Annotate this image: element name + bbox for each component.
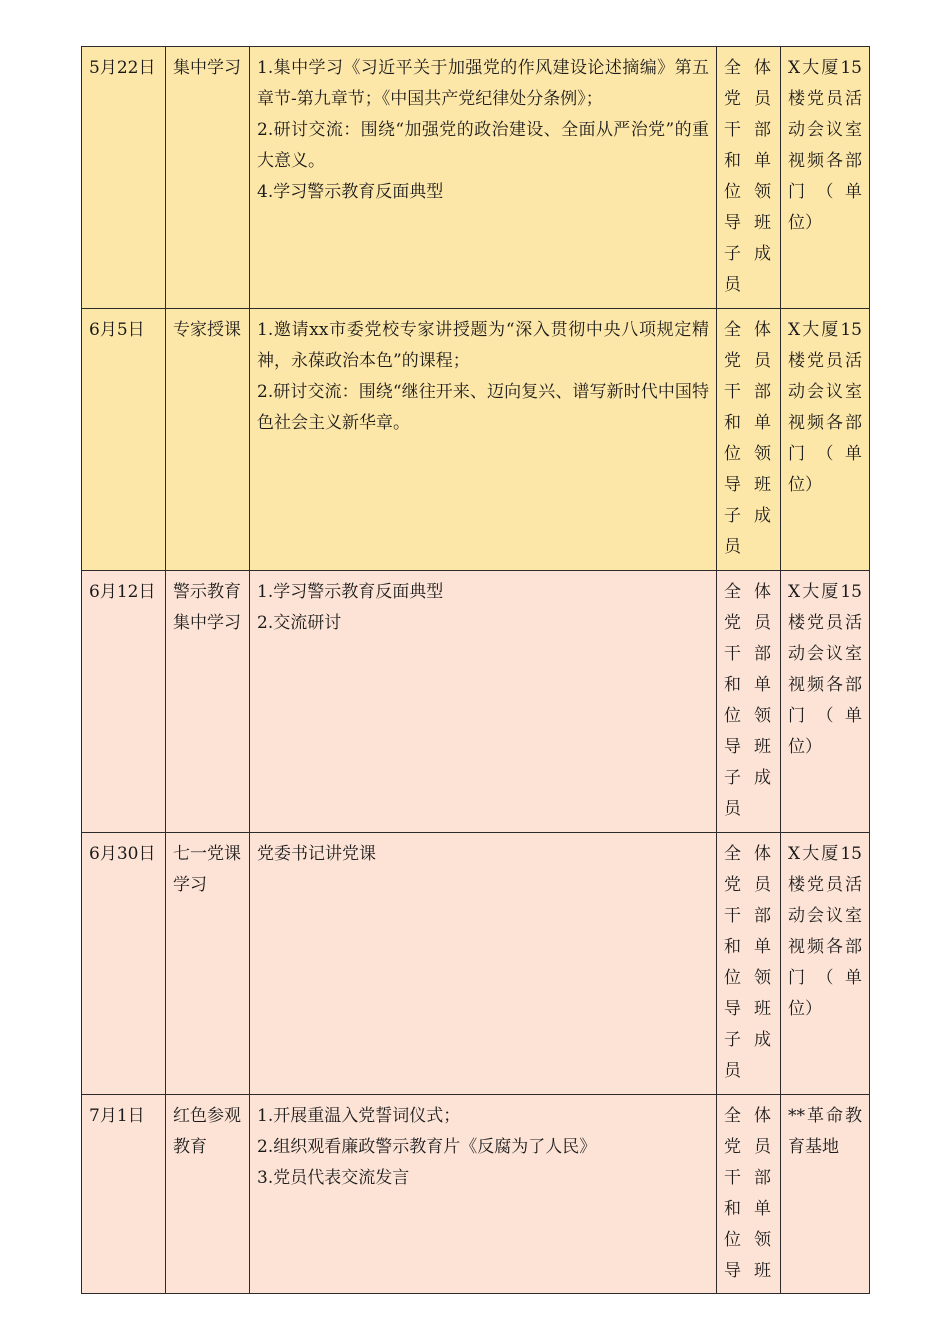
content-line: 2.研讨交流：围绕“继往开来、迈向复兴、谱写新时代中国特色社会主义新华章。: [257, 382, 709, 433]
location-cell: **革命教育基地: [781, 1095, 870, 1294]
date-cell: 6月5日: [82, 309, 166, 571]
date-cell: 7月1日: [82, 1095, 166, 1294]
location-cell: X大厦15楼党员活动会议室视频各部门（单位）: [781, 47, 870, 309]
table-row: [82, 571, 870, 833]
content-line: 3.党员代表交流发言: [257, 1168, 410, 1188]
participants-cell: 全体党员干部和单位领导班子成员: [717, 571, 781, 833]
activity-type-cell: 专家授课: [166, 309, 250, 571]
activity-type-cell: 红色参观教育: [166, 1095, 250, 1294]
content-line: 2.研讨交流：围绕“加强党的政治建设、全面从严治党”的重大意义。: [257, 120, 709, 171]
content-line: 4.学习警示教育反面典型: [257, 182, 444, 202]
content-cell: [250, 571, 717, 833]
content-line: 1.邀请xx市委党校专家讲授题为“深入贯彻中央八项规定精神，永葆政治本色”的课程；: [257, 320, 709, 371]
content-cell: [250, 833, 717, 1095]
table-row: [82, 833, 870, 1095]
participants-cell: 全体党员干部和单位领导班: [717, 1095, 781, 1294]
content-line: 2.交流研讨: [257, 613, 342, 633]
participants-cell: 全体党员干部和单位领导班子成员: [717, 309, 781, 571]
table-row: [82, 1095, 870, 1294]
participants-cell: 全体党员干部和单位领导班子成员: [717, 833, 781, 1095]
location-cell: X大厦15楼党员活动会议室视频各部门（单位）: [781, 833, 870, 1095]
content-cell: [250, 309, 717, 571]
participants-cell: 全体党员干部和单位领导班子成员: [717, 47, 781, 309]
content-cell: [250, 1095, 717, 1294]
content-line: 1.学习警示教育反面典型: [257, 582, 444, 602]
content-line: 1.开展重温入党誓词仪式；: [257, 1106, 461, 1126]
content-line: 1.集中学习《习近平关于加强党的作风建设论述摘编》第五章节-第九章节；《中国共产党纪律处分条例》；: [257, 58, 709, 109]
content-cell: [250, 47, 717, 309]
table-row: [82, 309, 870, 571]
date-cell: 6月12日: [82, 571, 166, 833]
date-cell: 6月30日: [82, 833, 166, 1095]
date-cell: 5月22日: [82, 47, 166, 309]
activity-schedule-table: [81, 46, 870, 1294]
activity-type-cell: 集中学习: [166, 47, 250, 309]
activity-type-cell: 七一党课学习: [166, 833, 250, 1095]
location-cell: X大厦15楼党员活动会议室视频各部门（单位）: [781, 309, 870, 571]
content-line: 2.组织观看廉政警示教育片《反腐为了人民》: [257, 1137, 597, 1157]
content-line: 党委书记讲党课: [257, 844, 376, 864]
location-cell: X大厦15楼党员活动会议室视频各部门（单位）: [781, 571, 870, 833]
table-row: [82, 47, 870, 309]
activity-type-cell: 警示教育集中学习: [166, 571, 250, 833]
